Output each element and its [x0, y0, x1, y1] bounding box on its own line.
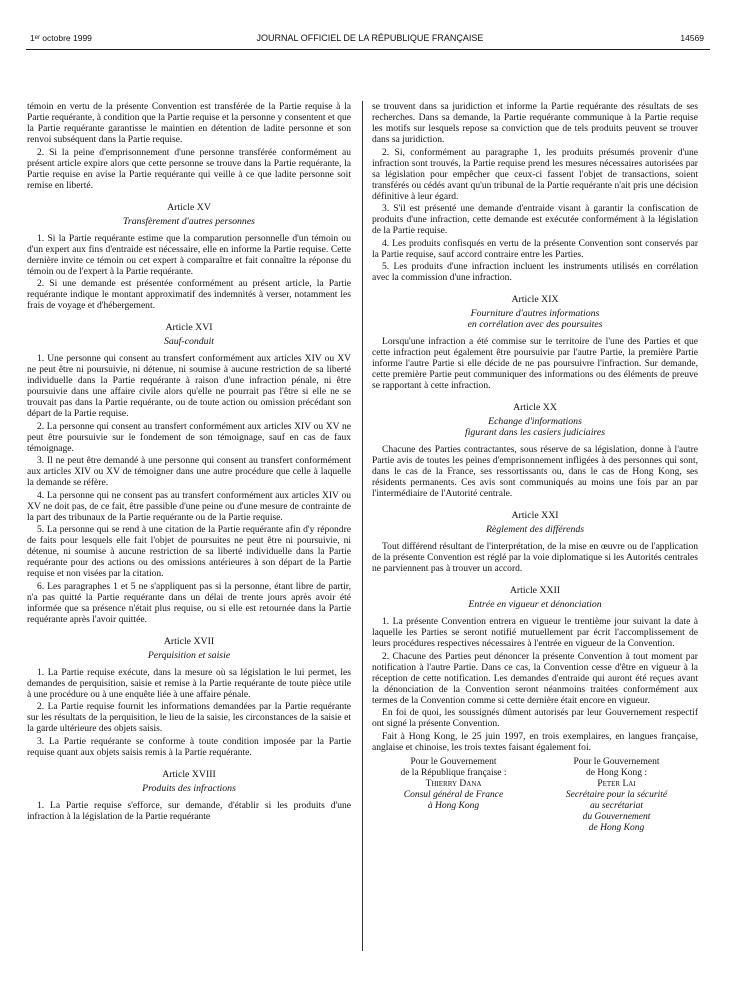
article-subtitle: Sauf-conduit: [163, 336, 215, 347]
signatory-role: du Gouvernement: [582, 811, 651, 822]
signatory-role: au secrétariat: [589, 800, 644, 811]
paragraph: 3. Il ne peut être demandé à une personne qui consent au transfert conformément aux articles XIV ou XV de témoigner dans une autre procédure que celle à laquelle la demande se réfère.: [27, 455, 351, 488]
article-heading: Article XIX: [511, 294, 559, 305]
paragraph: Lorsqu'une infraction a été commise sur le territoire de l'une des Parties et que cette infraction peut également être poursuivie par l'autre Partie, la première Partie informe l'autre Partie si elle décide de ne pas poursuivre l'infraction. Sur demande, cette première Partie peut communiquer des informations ou des éléments de preuve se rapportant à cette infraction.: [372, 336, 698, 391]
paragraph: Fait à Hong Kong, le 25 juin 1997, en trois exemplaires, en langues française, anglaise et chinoise, les trois textes faisant également foi.: [372, 730, 698, 753]
article-subtitle: [372, 308, 698, 330]
article-heading: Article XVII: [163, 635, 215, 647]
paragraph: 2. Chacune des Parties peut dénoncer la présente Convention à tout moment par notification à l'autre Partie. Dans ce cas, la Convention cesse d'être en vigueur à la réception de cette notification. Les demandes d'entraide qui auront été reçues avant la dénonciation de la Convention seront néanmoins traitées conformément aux termes de la Convention comme si cette dernière était encore en vigueur.: [372, 650, 698, 706]
article-heading: Article XX: [513, 402, 557, 413]
article-subtitle: Perquisition et saisie: [147, 649, 231, 661]
column-divider: [362, 101, 363, 951]
paragraph: 2. Si, conformément au paragraphe 1, les produits présumés provenir d'une infraction sont trouvés, la Partie requise prend les mesures nécessaires autorisées par sa législation pour empêcher que ceux-ci fassent l'objet de transactions, soient transférés ou cédés avant qu'un tribunal de la Partie requérante n'ait pris une décision définitive à leur égard.: [372, 146, 698, 202]
subtitle-line: Fourniture d'autres informations: [470, 308, 600, 319]
signatory-hong-kong: [535, 757, 698, 834]
article-heading: Article XVI: [165, 322, 213, 333]
article-heading: Article XXII: [509, 585, 561, 596]
right-column: [372, 101, 698, 834]
article-subtitle: Transfèrement d'autres personnes: [123, 215, 255, 227]
paragraph: témoin en vertu de la présente Convention est transférée de la Partie requise à la Partie requérante, à condition que la Partie requise et la personne y consentent et que la Partie requérante garantisse le maintien en détention de ladite personne et son renvoi subséquent dans la Partie requise.: [27, 101, 351, 145]
signatory-role: à Hong Kong: [427, 800, 480, 811]
signatory-line: Pour le Gouvernement: [573, 756, 660, 767]
paragraph: 1. Une personne qui consent au transfert conformément aux articles XIV ou XV ne peut être ni poursuivie, ni détenue, ni soumise à aucune restriction de sa liberté individuelle dans la Partie requérante à raison d'une infraction pénale, ni être poursuivie dans une affaire civile alors qu'elle ne pourrait pas l'être si elle ne se trouvait pas dans la Partie requérante, ou de toute action ou omission précédant son départ de la Partie requise.: [27, 353, 351, 419]
paragraph: 5. La personne qui se rend à une citation de la Partie requérante afin d'y répondre de faits pour lesquels elle fait l'objet de poursuites ne peut être ni poursuivie, ni détenue, ni soumise à aucune restriction de sa liberté individuelle dans la Partie requérante pour des actions ou des omissions antérieures à son départ de la Partie requise et non visées par la citation.: [27, 524, 351, 579]
article-heading: Article XV: [167, 201, 211, 213]
article-subtitle: Produits des infractions: [142, 782, 236, 794]
paragraph: 5. Les produits d'une infraction incluent les instruments utilisés en corrélation avec la commission d'une infraction.: [372, 261, 698, 283]
signatory-line: Pour le Gouvernement: [410, 756, 497, 767]
subtitle-line: en corrélation avec des poursuites: [467, 319, 603, 330]
signatory-france: [372, 757, 535, 834]
article-subtitle: Règlement des différends: [485, 524, 585, 535]
subtitle-line: figurant dans les casiers judiciaires: [464, 427, 606, 438]
paragraph: 6. Les paragraphes 1 et 5 ne s'appliquent pas si la personne, étant libre de partir, n'a pas quitté la Partie requérante dans un délai de trente jours après avoir été informée que sa présence n'était plus requise, ou si elle est retournée dans la Partie requérante après l'avoir quittée.: [27, 580, 351, 625]
signatory-name: Thierry Dana: [425, 778, 482, 789]
paragraph: 3. S'il est présenté une demande d'entraide visant à garantir la confiscation de produits d'une infraction, cette demande est exécutée conformément à la législation de la Partie requise.: [372, 203, 698, 236]
paragraph: Chacune des Parties contractantes, sous réserve de sa législation, donne à l'autre Partie avis de toutes les peines d'emprisonnement infligées à des personnes qui sont, dans le cas de la France, ses ressortissants ou, dans le cas de Hong Kong, ses résidents permanents. Ces avis sont communiqués au moins une fois par an par l'intermédiaire de l'Autorité centrale.: [372, 444, 698, 499]
article-subtitle: [372, 416, 698, 438]
subtitle-line: Echange d'informations: [488, 416, 582, 427]
article-heading: Article XXI: [511, 510, 559, 521]
paragraph: 1. Si la Partie requérante estime que la comparution personnelle d'un témoin ou d'un expert aux fins d'entraide est nécessaire, elle en informe la Partie requise. Cette dernière invite ce témoin ou cet expert à comparaître et fait connaître la réponse du témoin ou de l'expert à la Partie requérante.: [27, 232, 351, 277]
article-subtitle: Entrée en vigueur et dénonciation: [468, 599, 602, 610]
publication-title: JOURNAL OFFICIEL DE LA RÉPUBLIQUE FRANÇAISE: [256, 33, 484, 43]
paragraph: 4. Les produits confisqués en vertu de la présente Convention sont conservés par la Partie requise, sauf accord contraire entre les Parties.: [372, 237, 698, 260]
paragraph: 2. La Partie requise fournit les informations demandées par la Partie requérante sur les résultats de la perquisition, le lieu de la saisie, les circonstances de la saisie et la garde ultérieure des objets saisis.: [27, 701, 351, 734]
signature-block: [372, 757, 698, 834]
page-number: 14569: [680, 33, 704, 43]
signatory-line: de Hong Kong :: [586, 767, 647, 778]
signatory-name: Peter Lai: [597, 778, 636, 789]
paragraph: 3. La Partie requérante se conforme à toute condition imposée par la Partie requise quant aux objets saisis remis à la Partie requérante.: [27, 735, 351, 758]
paragraph: Tout différend résultant de l'interprétation, de la mise en œuvre ou de l'application de la présente Convention est réglé par la voie diplomatique si les Autorités centrales ne parviennent pas à trouver un accord.: [372, 541, 698, 574]
paragraph: 4. La personne qui ne consent pas au transfert conformément aux articles XIV ou XV ne doit pas, de ce fait, être passible d'une peine ou d'une mesure de contrainte de la part des tribunaux de la Partie requérante ou de la Partie requise.: [27, 489, 351, 523]
paragraph: 2. Si la peine d'emprisonnement d'une personne transférée conformément au présent article expire alors que cette personne se trouve dans la Partie requérante, la Partie requise en avise la Partie requérante qui veille à ce que ladite personne soit remise en liberté.: [27, 146, 351, 191]
signatory-role: Consul général de France: [403, 789, 504, 800]
left-column: [27, 101, 351, 823]
issue-date: 1ᵉʳ octobre 1999: [30, 33, 92, 43]
signatory-role: de Hong Kong: [588, 822, 645, 833]
article-heading: Article XVIII: [162, 768, 216, 780]
paragraph: se trouvent dans sa juridiction et informe la Partie requérante des résultats de ses recherches. Dans sa demande, la Partie requérante communique à la Partie requise les motifs sur lesquels repose sa conviction que de tels produits peuvent se trouver dans sa juridiction.: [372, 101, 698, 145]
header-rule: [26, 49, 710, 50]
page-header: [30, 33, 710, 47]
paragraph: 1. La Partie requise exécute, dans la mesure où sa législation le lui permet, les demandes de perquisition, saisie et remise à la Partie requérante de toute pièce utile à une procédure ou à une enquête liée à une affaire pénale.: [27, 666, 351, 700]
paragraph: 2. Si une demande est présentée conformément au présent article, la Partie requérante indique le montant approximatif des indemnités à verser, notamment les frais de voyage et d'hébergement.: [27, 278, 351, 311]
signatory-line: de la République française :: [400, 767, 507, 778]
signatory-role: Secrétaire pour la sécurité: [565, 789, 668, 800]
paragraph: 1. La Partie requise s'efforce, sur demande, d'établir si les produits d'une infraction à la législation de la Partie requérante: [27, 799, 351, 822]
paragraph: En foi de quoi, les soussignés dûment autorisés par leur Gouvernement respectif ont signé la présente Convention.: [372, 707, 698, 729]
paragraph: 1. La présente Convention entrera en vigueur le trentième jour suivant la date à laquelle les Parties se seront notifié mutuellement par écrit l'accomplissement de leurs procédures respectives nécessaires à l'entrée en vigueur de la Convention.: [372, 616, 698, 649]
paragraph: 2. La personne qui consent au transfert conformément aux articles XIV ou XV ne peut être poursuivie sur le fondement de son témoignage, sauf en cas de faux témoignage.: [27, 420, 351, 454]
